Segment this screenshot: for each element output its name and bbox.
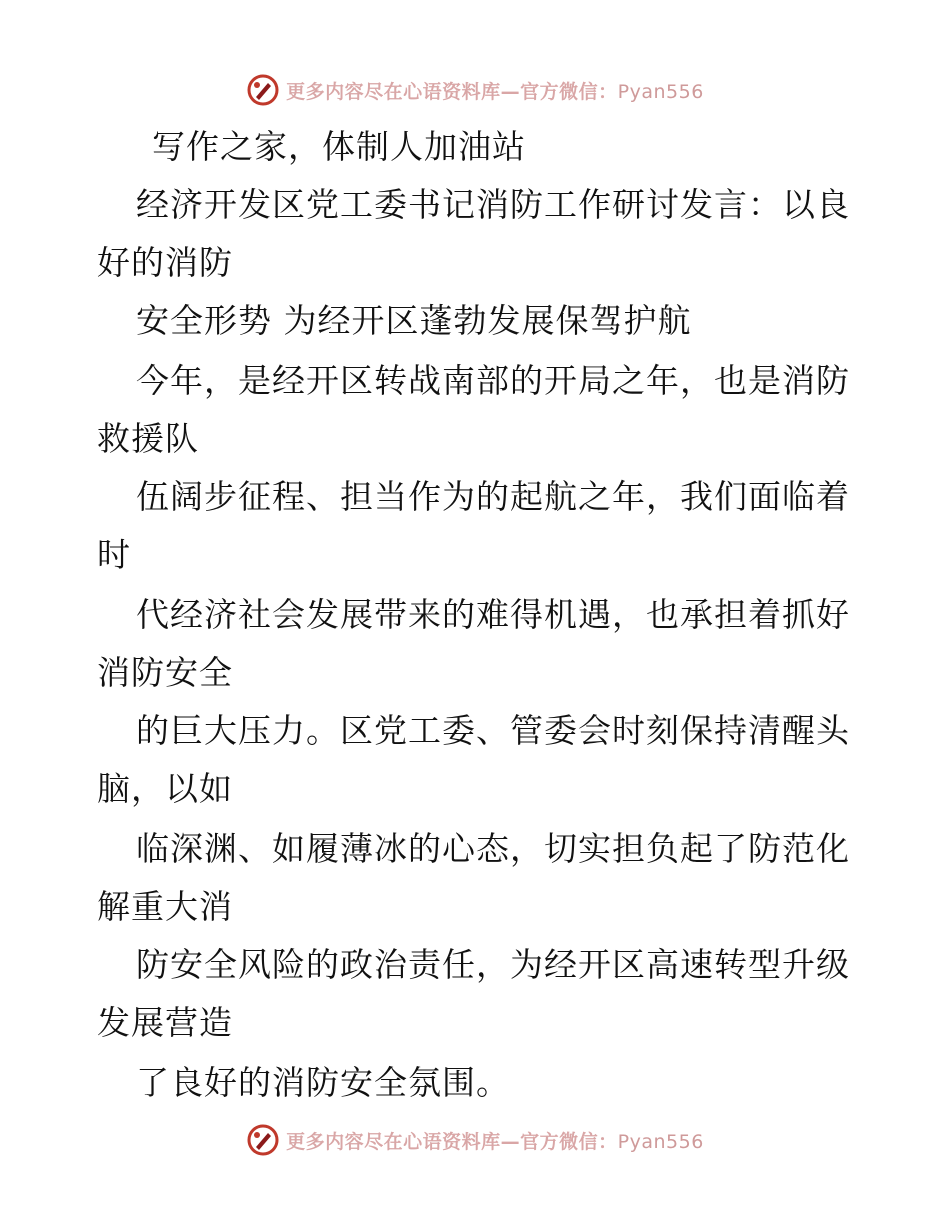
wechat-id: Pyan556 <box>617 1130 704 1153</box>
doc-line: 解重大消 <box>97 887 233 926</box>
doc-line: 安全形势 为经开区蓬勃发展保驾护航 <box>136 301 692 340</box>
doc-line: 发展营造 <box>97 1003 233 1042</box>
doc-line: 临深渊、如履薄冰的心态，切实担负起了防范化 <box>136 829 850 868</box>
doc-line: 防安全风险的政治责任，为经开区高速转型升级 <box>136 945 850 984</box>
doc-line: 了良好的消防安全氛围。 <box>136 1063 510 1102</box>
banner-text: 更多内容尽在心语资料库—官方微信：Pyan556 <box>286 80 704 103</box>
wechat-id: Pyan556 <box>617 80 704 103</box>
doc-line: 的巨大压力。区党工委、管委会时刻保持清醒头 <box>136 711 850 750</box>
doc-line: 经济开发区党工委书记消防工作研讨发言：以良 <box>136 185 850 224</box>
doc-line: 伍阔步征程、担当作为的起航之年，我们面临着 <box>136 477 850 516</box>
doc-line: 今年，是经开区转战南部的开局之年，也是消防 <box>136 361 850 400</box>
pen-seal-logo-icon <box>246 1123 280 1157</box>
doc-line: 脑，以如 <box>97 769 233 808</box>
banner-text: 更多内容尽在心语资料库—官方微信：Pyan556 <box>286 1130 704 1153</box>
doc-line: 写作之家，体制人加油站 <box>152 127 526 166</box>
doc-line: 好的消防 <box>97 243 233 282</box>
footer-banner <box>0 1120 950 1160</box>
doc-line: 消防安全 <box>97 653 233 692</box>
doc-line: 时 <box>97 535 131 574</box>
doc-line: 代经济社会发展带来的难得机遇，也承担着抓好 <box>136 595 850 634</box>
doc-line: 救援队 <box>97 419 199 458</box>
